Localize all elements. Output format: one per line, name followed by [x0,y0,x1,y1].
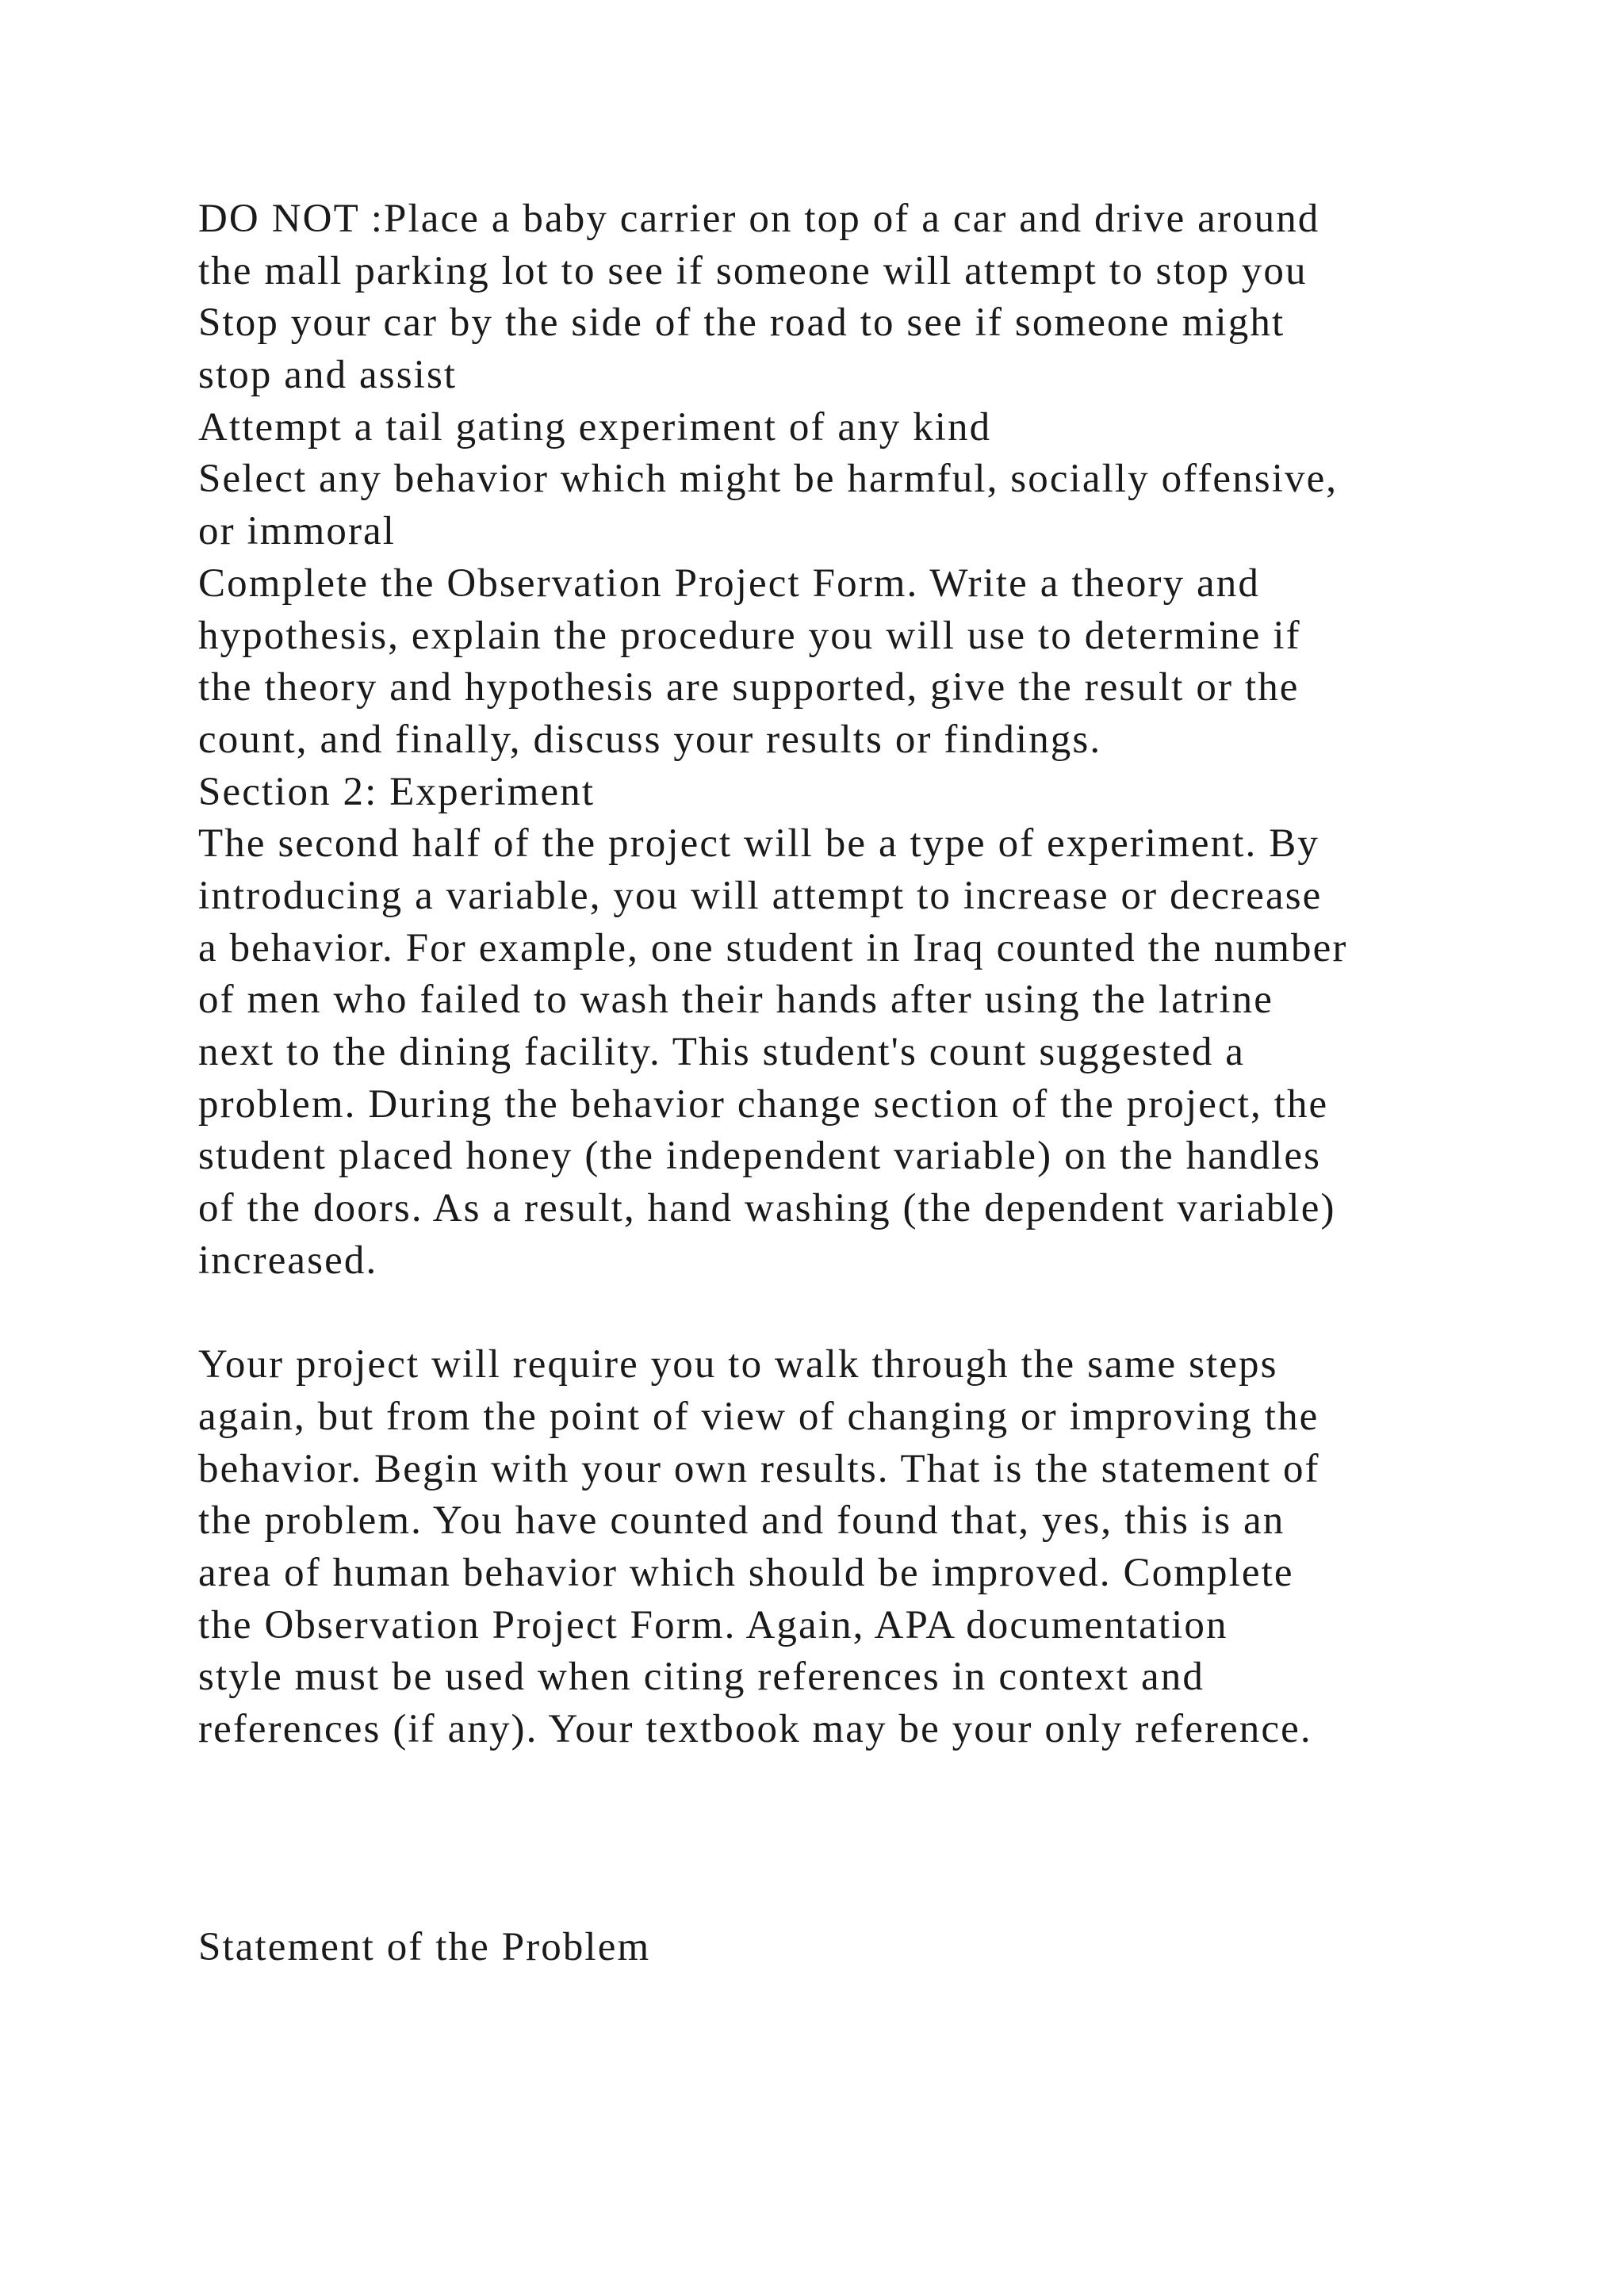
text-line: increased. [198,1238,378,1283]
text-line: the theory and hypothesis are supported, give the result or the [198,665,1300,710]
text-line: references (if any). Your textbook may be your only reference. [198,1706,1312,1751]
text-line: Select any behavior which might be harmful, socially offensive, [198,457,1339,502]
text-line: The second half of the project will be a type of experiment. By [198,821,1320,867]
text-line: introducing a variable, you will attempt to increase or decrease [198,873,1323,918]
text-line: hypothesis, explain the procedure you will use to determine if [198,613,1301,658]
text-line: stop and assist [198,353,458,398]
text-line: of the doors. As a result, hand washing (the dependent variable) [198,1186,1336,1231]
text-line: the Observation Project Form. Again, APA documentation [198,1602,1228,1647]
text-line: next to the dining facility. This student's count suggested a [198,1030,1246,1074]
text-line: the problem. You have counted and found that, yes, this is an [198,1498,1285,1544]
text-line: a behavior. For example, one student in Iraq counted the number [198,925,1348,970]
section-heading: Section 2: Experiment [198,769,596,814]
document-body [198,193,1546,1756]
text-line: area of human behavior which should be improved. Complete [198,1550,1294,1595]
text-line: DO NOT :Place a baby carrier on top of a car and drive around [198,197,1320,241]
statement-of-problem-heading: Statement of the Problem [198,1925,651,1969]
text-line: again, but from the point of view of changing or improving the [198,1394,1320,1439]
text-line: Your project will require you to walk through the same steps [198,1342,1278,1387]
text-line: the mall parking lot to see if someone will attempt to stop you [198,248,1308,293]
text-line: or immoral [198,509,396,554]
text-line: behavior. Begin with your own results. That is the statement of [198,1446,1320,1491]
text-line: problem. During the behavior change section of the project, the [198,1081,1329,1127]
text-line: style must be used when citing references in context and [198,1655,1205,1700]
text-line: count, and finally, discuss your results or findings. [198,717,1102,762]
text-line: student placed honey (the independent variable) on the handles [198,1134,1322,1179]
text-line: Attempt a tail gating experiment of any kind [198,404,992,450]
text-line: of men who failed to wash their hands after using the latrine [198,978,1274,1023]
text-line: Complete the Observation Project Form. Write a theory and [198,561,1260,606]
text-line: Stop your car by the side of the road to see if someone might [198,300,1285,346]
paragraph-spacer [198,1287,1546,1339]
